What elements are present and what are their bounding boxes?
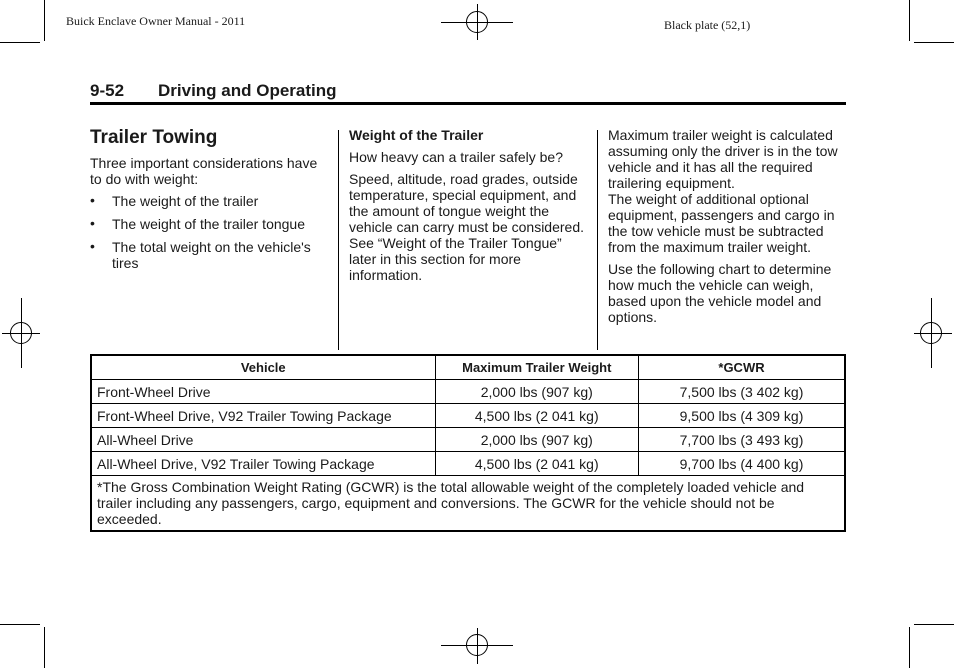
table-cell: 2,000 lbs (907 kg)	[435, 380, 639, 404]
crop-mark	[0, 624, 40, 625]
crop-mark	[909, 627, 910, 668]
plate-label: Black plate (52,1)	[664, 18, 751, 32]
table-row	[91, 452, 845, 476]
table-cell: 4,500 lbs (2 041 kg)	[435, 404, 639, 428]
paragraph: Speed, altitude, road grades, outside temperature, special equipment, and the amount of tongue weight the vehicle can carry must be considered. See “Weight of the Trailer Tongue” later in this section for more information.	[349, 171, 584, 283]
paragraph: Use the following chart to determine how much the vehicle can weigh, based upon the vehicle model and options.	[608, 261, 832, 325]
table-cell: 9,700 lbs (4 400 kg)	[639, 452, 845, 476]
registration-circle	[920, 322, 942, 344]
bullet-icon: •	[90, 238, 95, 254]
table-footnote: *The Gross Combination Weight Rating (GCWR) is the total allowable weight of the completely loaded vehicle and trailer including any passengers, cargo, equipment and conversions. The GCWR for the vehicle should not be exceeded.	[91, 476, 845, 532]
table-cell: Front-Wheel Drive	[91, 380, 435, 404]
section-title: Driving and Operating	[158, 81, 337, 100]
paragraph: Maximum trailer weight is calculated assuming only the driver is in the tow vehicle and it has all the required trailering equipment.	[608, 127, 838, 191]
column-header: Vehicle	[91, 355, 435, 380]
table-cell: 2,000 lbs (907 kg)	[435, 428, 639, 452]
table-header-row	[91, 355, 845, 380]
page-title: Trailer Towing	[90, 127, 218, 148]
crop-mark	[0, 42, 40, 43]
crop-mark	[914, 42, 954, 43]
trailer-weight-table	[90, 354, 846, 532]
bullet-list	[90, 193, 325, 271]
list-item: • The weight of the trailer tongue	[90, 215, 306, 232]
paragraph: The weight of additional optional equipment, passengers and cargo in the tow vehicle must be subtracted from the maximum trailer weight.	[608, 191, 835, 255]
registration-circle	[10, 322, 32, 344]
table-row	[91, 380, 845, 404]
table-row	[91, 404, 845, 428]
subheading: Weight of the Trailer	[349, 127, 484, 143]
registration-circle	[466, 11, 488, 33]
bullet-icon: •	[90, 215, 95, 231]
column-2	[349, 127, 589, 289]
table-cell: 7,500 lbs (3 402 kg)	[639, 380, 845, 404]
column-divider	[338, 130, 339, 350]
table-cell: 7,700 lbs (3 493 kg)	[639, 428, 845, 452]
column-3	[608, 127, 848, 331]
bullet-icon: •	[90, 192, 95, 208]
page-number: 9-52	[90, 81, 125, 100]
intro-text: Three important considerations have to do with weight:	[90, 155, 318, 187]
table-row	[91, 428, 845, 452]
list-item: • The total weight on the vehicle's tires	[90, 238, 311, 271]
registration-circle	[466, 634, 488, 656]
table-cell: 4,500 lbs (2 041 kg)	[435, 452, 639, 476]
column-divider	[597, 130, 598, 350]
table-cell: 9,500 lbs (4 309 kg)	[639, 404, 845, 428]
crop-mark	[914, 624, 954, 625]
table-cell: All-Wheel Drive	[91, 428, 435, 452]
paragraph: How heavy can a trailer safely be?	[349, 149, 563, 165]
list-item: • The weight of the trailer	[90, 192, 259, 209]
column-header: *GCWR	[639, 355, 845, 380]
table-cell: Front-Wheel Drive, V92 Trailer Towing Package	[91, 404, 435, 428]
crop-mark	[44, 627, 45, 668]
table-cell: All-Wheel Drive, V92 Trailer Towing Package	[91, 452, 435, 476]
section-header	[90, 81, 846, 105]
table-footnote-row	[91, 476, 845, 532]
crop-mark	[909, 0, 910, 41]
column-1	[90, 127, 325, 278]
manual-title: Buick Enclave Owner Manual - 2011	[66, 14, 246, 28]
column-header: Maximum Trailer Weight	[435, 355, 639, 380]
crop-mark	[44, 0, 45, 41]
